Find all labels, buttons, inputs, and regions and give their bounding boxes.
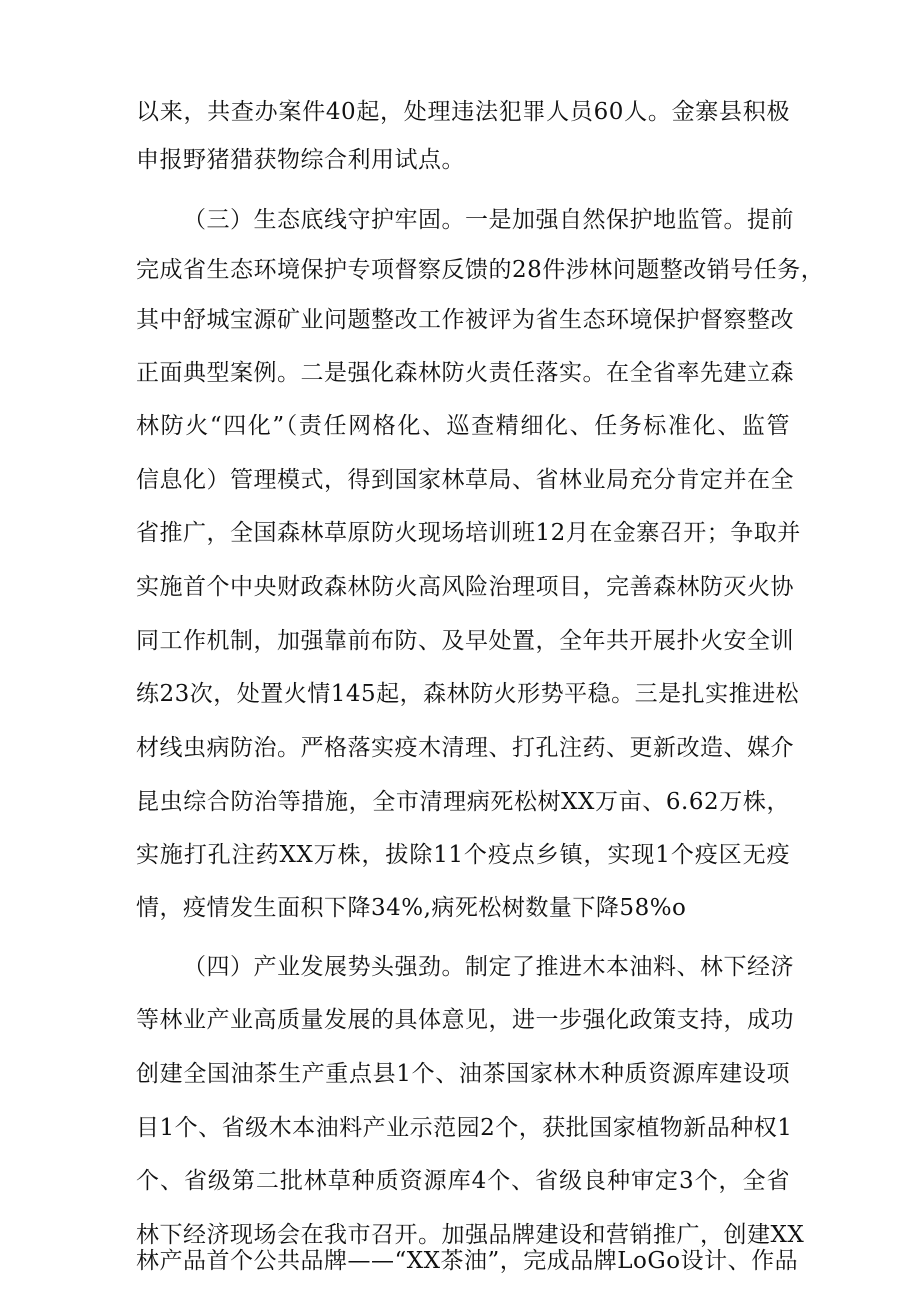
text-line: 林产品首个公共品牌——“XX茶油”，完成品牌LoGo设计、作品 [136, 1248, 799, 1274]
text-line: 申报野猪猎获物综合利用试点。 [136, 147, 465, 173]
text-line: 正面典型案例。二是强化森林防火责任落实。在全省率先建立森 [136, 360, 794, 386]
text-line: 同工作机制，加强靠前布防、及早处置，全年共开展扑火安全训 [136, 628, 794, 654]
text-line: 练23次，处置火情145起，森林防火形势平稳。三是扎实推进松 [136, 681, 800, 707]
text-line: 林防火“四化”（责任网格化、巡查精细化、任务标准化、监管 [136, 413, 790, 439]
text-line: 等林业产业高质量发展的具体意见，进一步强化政策支持，成功 [136, 1007, 794, 1033]
text-line: 以来，共查办案件40起，处理违法犯罪人员60人。金寨县积极 [136, 99, 790, 125]
text-line: 其中舒城宝源矿业问题整改工作被评为省生态环境保护督察整改 [136, 307, 794, 333]
text-line: 林下经济现场会在我市召开。加强品牌建设和营销推广，创建XX [136, 1222, 805, 1248]
text-line: 完成省生态环境保护专项督察反馈的28件涉林问题整改销号任务， [136, 257, 825, 283]
paragraph-heading-line: （三）生态底线守护牢固。一是加强自然保护地监管。提前 [183, 207, 794, 233]
text-line: 材线虫病防治。严格落实疫木清理、打孔注药、更新改造、媒介 [136, 735, 794, 761]
text-line: 省推广，全国森林草原防火现场培训班12月在金寨召开；争取并 [136, 520, 801, 546]
text-line: 实施首个中央财政森林防火高风险治理项目，完善森林防灭火协 [136, 574, 794, 600]
text-line: 信息化）管理模式，得到国家林草局、省林业局充分肯定并在全 [136, 467, 794, 493]
text-line: 实施打孔注药XX万株，拔除11个疫点乡镇，实现1个疫区无疫 [136, 842, 790, 868]
text-line: 创建全国油茶生产重点县1个、油茶国家林木种质资源库建设项 [136, 1061, 790, 1087]
text-line: 目1个、省级木本油料产业示范园2个，获批国家植物新品种权1 [136, 1115, 793, 1141]
text-line: 昆虫综合防治等措施，全市清理病死松树XX万亩、6.62万株， [136, 789, 790, 815]
paragraph-heading-line: （四）产业发展势头强劲。制定了推进木本油料、林下经济 [183, 954, 794, 980]
text-line: 个、省级第二批林草种质资源库4个、省级良种审定3个，全省 [136, 1168, 790, 1194]
text-line: 情，疫情发生面积下降34%,病死松树数量下降58%o [136, 895, 687, 921]
